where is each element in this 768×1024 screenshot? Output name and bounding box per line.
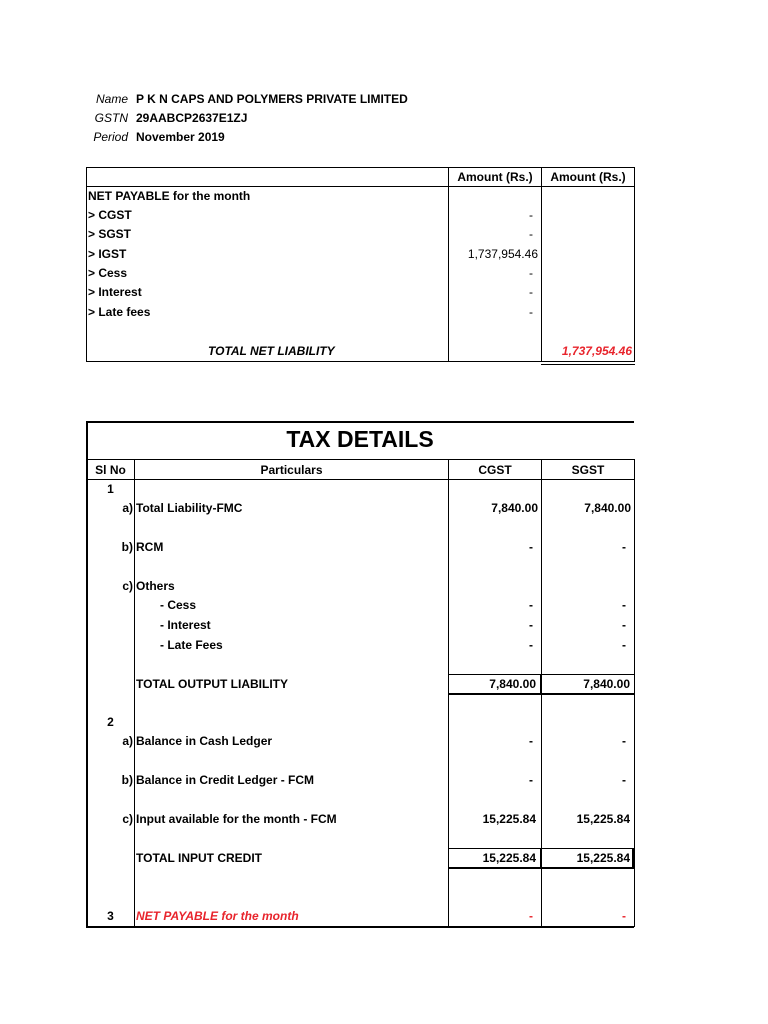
section-number: 3 (107, 909, 114, 923)
summary-row-amount: - (529, 305, 533, 319)
item-sgst: - (622, 773, 626, 787)
item-label: Balance in Cash Ledger (136, 734, 273, 748)
item-sgst: - (622, 540, 626, 554)
summary-row-amount: - (529, 227, 533, 241)
item-cgst: 15,225.84 (482, 812, 536, 826)
summary-row-label: > CGST (88, 208, 132, 222)
sub-item-label: - Cess (160, 598, 197, 612)
sub-item-cgst: - (529, 598, 533, 612)
net-payable-cgst: - (529, 909, 533, 923)
item-letter: b) (121, 773, 133, 787)
net-payable-label: NET PAYABLE for the month (136, 909, 299, 923)
item-letter: c) (122, 812, 133, 826)
header-sgst: SGST (571, 463, 605, 477)
item-letter: a) (122, 734, 133, 748)
item-letter: c) (122, 579, 133, 593)
summary-row-label: > IGST (88, 247, 127, 261)
total-input-credit-label: TOTAL INPUT CREDIT (136, 851, 262, 865)
sub-item-sgst: - (622, 598, 626, 612)
header-particulars: Particulars (260, 463, 323, 477)
sub-item-label: - Late Fees (160, 638, 223, 652)
period-value: November 2019 (136, 130, 225, 144)
sub-item-sgst: - (622, 618, 626, 632)
summary-row-amount: - (529, 266, 533, 280)
summary-row-label: > SGST (88, 227, 132, 241)
summary-row-amount: - (529, 208, 533, 222)
net-payable-sgst: - (622, 909, 626, 923)
summary-col2-header: Amount (Rs.) (550, 170, 626, 184)
summary-row-label: > Interest (88, 285, 142, 299)
period-label: Period (93, 130, 128, 144)
item-label: Others (136, 579, 175, 593)
item-label: Balance in Credit Ledger - FCM (136, 773, 315, 787)
item-cgst: - (529, 540, 533, 554)
total-net-liability-label: TOTAL NET LIABILITY (208, 344, 335, 358)
section-number: 2 (107, 715, 114, 729)
sub-item-cgst: - (529, 638, 533, 652)
item-letter: b) (121, 540, 133, 554)
item-sgst: - (622, 734, 626, 748)
header-slno: Sl No (95, 463, 126, 477)
total-output-liability-cgst: 7,840.00 (489, 677, 536, 691)
item-label: RCM (136, 540, 164, 554)
section-number: 1 (107, 482, 114, 496)
gstn-value: 29AABCP2637E1ZJ (136, 111, 248, 125)
tax-details-title: TAX DETAILS (286, 426, 434, 452)
total-net-liability-value: 1,737,954.46 (561, 344, 632, 358)
item-sgst: 7,840.00 (584, 501, 631, 515)
total-output-liability-label: TOTAL OUTPUT LIABILITY (136, 677, 288, 691)
item-sgst: 15,225.84 (576, 812, 630, 826)
total-output-liability-sgst: 7,840.00 (583, 677, 630, 691)
item-letter: a) (122, 501, 133, 515)
total-input-credit-cgst: 15,225.84 (482, 851, 536, 865)
summary-row-amount: - (529, 285, 533, 299)
item-cgst: 7,840.00 (491, 501, 538, 515)
item-cgst: - (529, 773, 533, 787)
summary-row-label: > Cess (88, 266, 128, 280)
summary-row-label: > Late fees (88, 305, 151, 319)
item-cgst: - (529, 734, 533, 748)
sub-item-label: - Interest (160, 618, 211, 632)
summary-title: NET PAYABLE for the month (88, 189, 251, 203)
item-label: Total Liability-FMC (136, 501, 243, 515)
summary-row-amount: 1,737,954.46 (467, 247, 538, 261)
total-input-credit-sgst: 15,225.84 (576, 851, 630, 865)
item-label: Input available for the month - FCM (136, 812, 337, 826)
summary-col1-header: Amount (Rs.) (457, 170, 533, 184)
sub-item-sgst: - (622, 638, 626, 652)
gstn-label: GSTN (94, 111, 128, 125)
company-name: P K N CAPS AND POLYMERS PRIVATE LIMITED (136, 92, 408, 106)
header-cgst: CGST (478, 463, 512, 477)
sub-item-cgst: - (529, 618, 533, 632)
name-label: Name (95, 92, 128, 106)
